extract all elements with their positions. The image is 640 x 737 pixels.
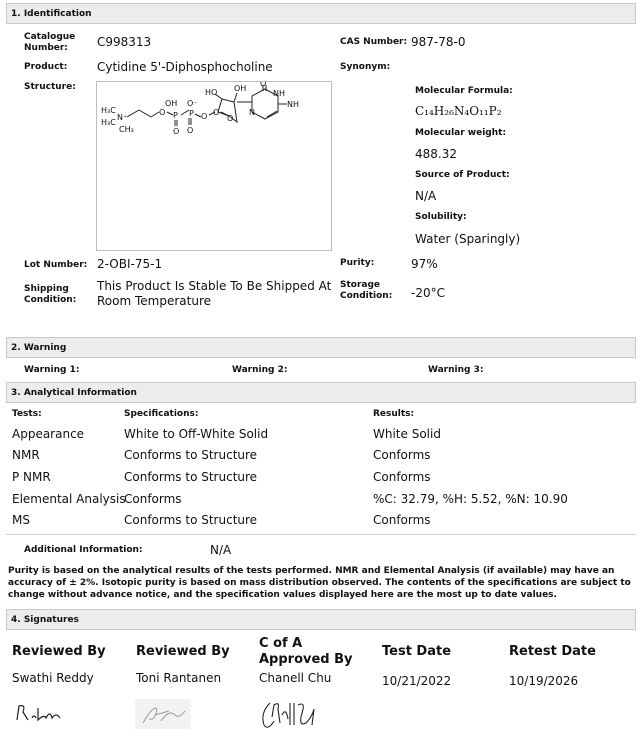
atom-ho: HO bbox=[205, 88, 218, 97]
formula-value: C₁₄H₂₆N₄O₁₁P₂ bbox=[415, 104, 502, 118]
test-cell: P NMR bbox=[12, 470, 51, 484]
warning-1-label: Warning 1: bbox=[24, 365, 80, 375]
atom-nh-right: NH bbox=[287, 100, 299, 109]
approved-by-header: C of A Approved By bbox=[259, 636, 353, 667]
reviewer-2-signature bbox=[135, 699, 191, 729]
atom-oh: OH bbox=[234, 84, 247, 93]
shipping-label: Shipping Condition: bbox=[24, 284, 77, 305]
spec-cell: Conforms to Structure bbox=[124, 470, 258, 484]
reviewer-1-name: Swathi Reddy bbox=[12, 671, 94, 685]
catalogue-value: C998313 bbox=[97, 35, 152, 49]
atom-oh-p: OH bbox=[165, 99, 178, 108]
approver-name: Chanell Chu bbox=[259, 671, 332, 685]
approver-signature bbox=[258, 697, 318, 733]
atom-n-plus: N⁺ bbox=[117, 113, 128, 122]
spec-cell: White to Off-White Solid bbox=[124, 427, 269, 441]
warning-2-label: Warning 2: bbox=[232, 365, 288, 375]
lot-value: 2-OBI-75-1 bbox=[97, 257, 163, 271]
atom-nh: NH bbox=[273, 89, 285, 98]
results-header: Results: bbox=[373, 409, 415, 419]
cas-value: 987-78-0 bbox=[411, 35, 466, 49]
test-cell: MS bbox=[12, 513, 30, 527]
solubility-label: Solubility: bbox=[415, 212, 467, 222]
weight-value: 488.32 bbox=[415, 147, 457, 161]
spec-cell: Conforms to Structure bbox=[124, 513, 258, 527]
retest-date-value: 10/19/2026 bbox=[509, 674, 579, 688]
test-date-header: Test Date bbox=[382, 644, 452, 659]
spec-cell: Conforms to Structure bbox=[124, 448, 258, 462]
purity-value: 97% bbox=[411, 257, 438, 271]
test-cell: NMR bbox=[12, 448, 40, 462]
solubility-value: Water (Sparingly) bbox=[415, 232, 521, 246]
spec-cell: Conforms bbox=[124, 492, 182, 506]
product-label: Product: bbox=[24, 62, 68, 72]
structure-image bbox=[96, 81, 332, 251]
atom-o3: O bbox=[213, 108, 220, 117]
test-cell: Appearance bbox=[12, 427, 85, 441]
retest-date-header: Retest Date bbox=[509, 644, 596, 659]
specifications-header: Specifications: bbox=[124, 409, 199, 419]
catalogue-label: Catalogue Number: bbox=[24, 32, 76, 53]
section-identification-header: 1. Identification bbox=[6, 3, 636, 24]
atom-o-dbl1: O bbox=[173, 127, 180, 136]
atom-o-dbl2: O bbox=[187, 126, 194, 135]
test-date-value: 10/21/2022 bbox=[382, 674, 452, 688]
weight-label: Molecular weight: bbox=[415, 128, 507, 138]
result-cell: White Solid bbox=[373, 427, 441, 441]
lot-label: Lot Number: bbox=[24, 260, 88, 270]
warning-3-label: Warning 3: bbox=[428, 365, 484, 375]
result-cell: Conforms bbox=[373, 448, 431, 462]
synonym-label: Synonym: bbox=[340, 62, 391, 72]
purity-label: Purity: bbox=[340, 258, 375, 268]
result-cell: Conforms bbox=[373, 470, 431, 484]
section-analytical-header: 3. Analytical Information bbox=[6, 382, 636, 403]
product-value: Cytidine 5'-Diphosphocholine bbox=[97, 60, 273, 74]
tests-header: Tests: bbox=[12, 409, 42, 419]
structure-label: Structure: bbox=[24, 82, 76, 92]
atom-h3c-1: H₃C bbox=[101, 106, 116, 115]
atom-h3c-2: H₃C bbox=[101, 118, 116, 127]
additional-info-value: N/A bbox=[210, 543, 232, 557]
test-cell: Elemental Analysis bbox=[12, 492, 126, 506]
atom-o-top: O bbox=[260, 82, 267, 88]
purity-disclaimer: Purity is based on the analytical results of the tests performed. NMR and Elemental Analysis (if available) may have an accuracy of ± 2%. Isotopic purity is based on mass distribution observed. The contents of the specifications are subject to change without advance notice, and the specification values displayed here are the most up to date values. bbox=[8, 566, 631, 600]
reviewer-2-name: Toni Rantanen bbox=[136, 671, 222, 685]
atom-n-ring: N bbox=[249, 108, 255, 117]
storage-label: Storage Condition: bbox=[340, 280, 393, 301]
atom-p2: P bbox=[189, 109, 194, 118]
atom-p1: P bbox=[173, 111, 178, 120]
reviewer-1-signature bbox=[14, 700, 64, 726]
formula-label: Molecular Formula: bbox=[415, 86, 513, 96]
analytical-divider bbox=[6, 534, 636, 535]
cas-label: CAS Number: bbox=[340, 37, 408, 47]
atom-ch3: CH₃ bbox=[119, 125, 134, 134]
source-value: N/A bbox=[415, 189, 437, 203]
atom-o1: O bbox=[159, 108, 166, 117]
reviewed-by-header-2: Reviewed By bbox=[136, 644, 230, 659]
reviewed-by-header-1: Reviewed By bbox=[12, 644, 106, 659]
additional-info-label: Additional Information: bbox=[24, 545, 143, 555]
result-cell: %C: 32.79, %H: 5.52, %N: 10.90 bbox=[373, 492, 568, 506]
shipping-value: This Product Is Stable To Be Shipped At Room Temperature bbox=[97, 279, 332, 308]
storage-value: -20°C bbox=[411, 286, 445, 300]
atom-o-ring: O bbox=[227, 114, 234, 123]
chemical-structure-drawing bbox=[97, 82, 333, 252]
section-signatures-header: 4. Signatures bbox=[6, 609, 636, 630]
result-cell: Conforms bbox=[373, 513, 431, 527]
source-label: Source of Product: bbox=[415, 170, 510, 180]
atom-o2: O bbox=[201, 112, 208, 121]
atom-o-minus: O⁻ bbox=[187, 99, 198, 108]
section-warning-header: 2. Warning bbox=[6, 337, 636, 358]
